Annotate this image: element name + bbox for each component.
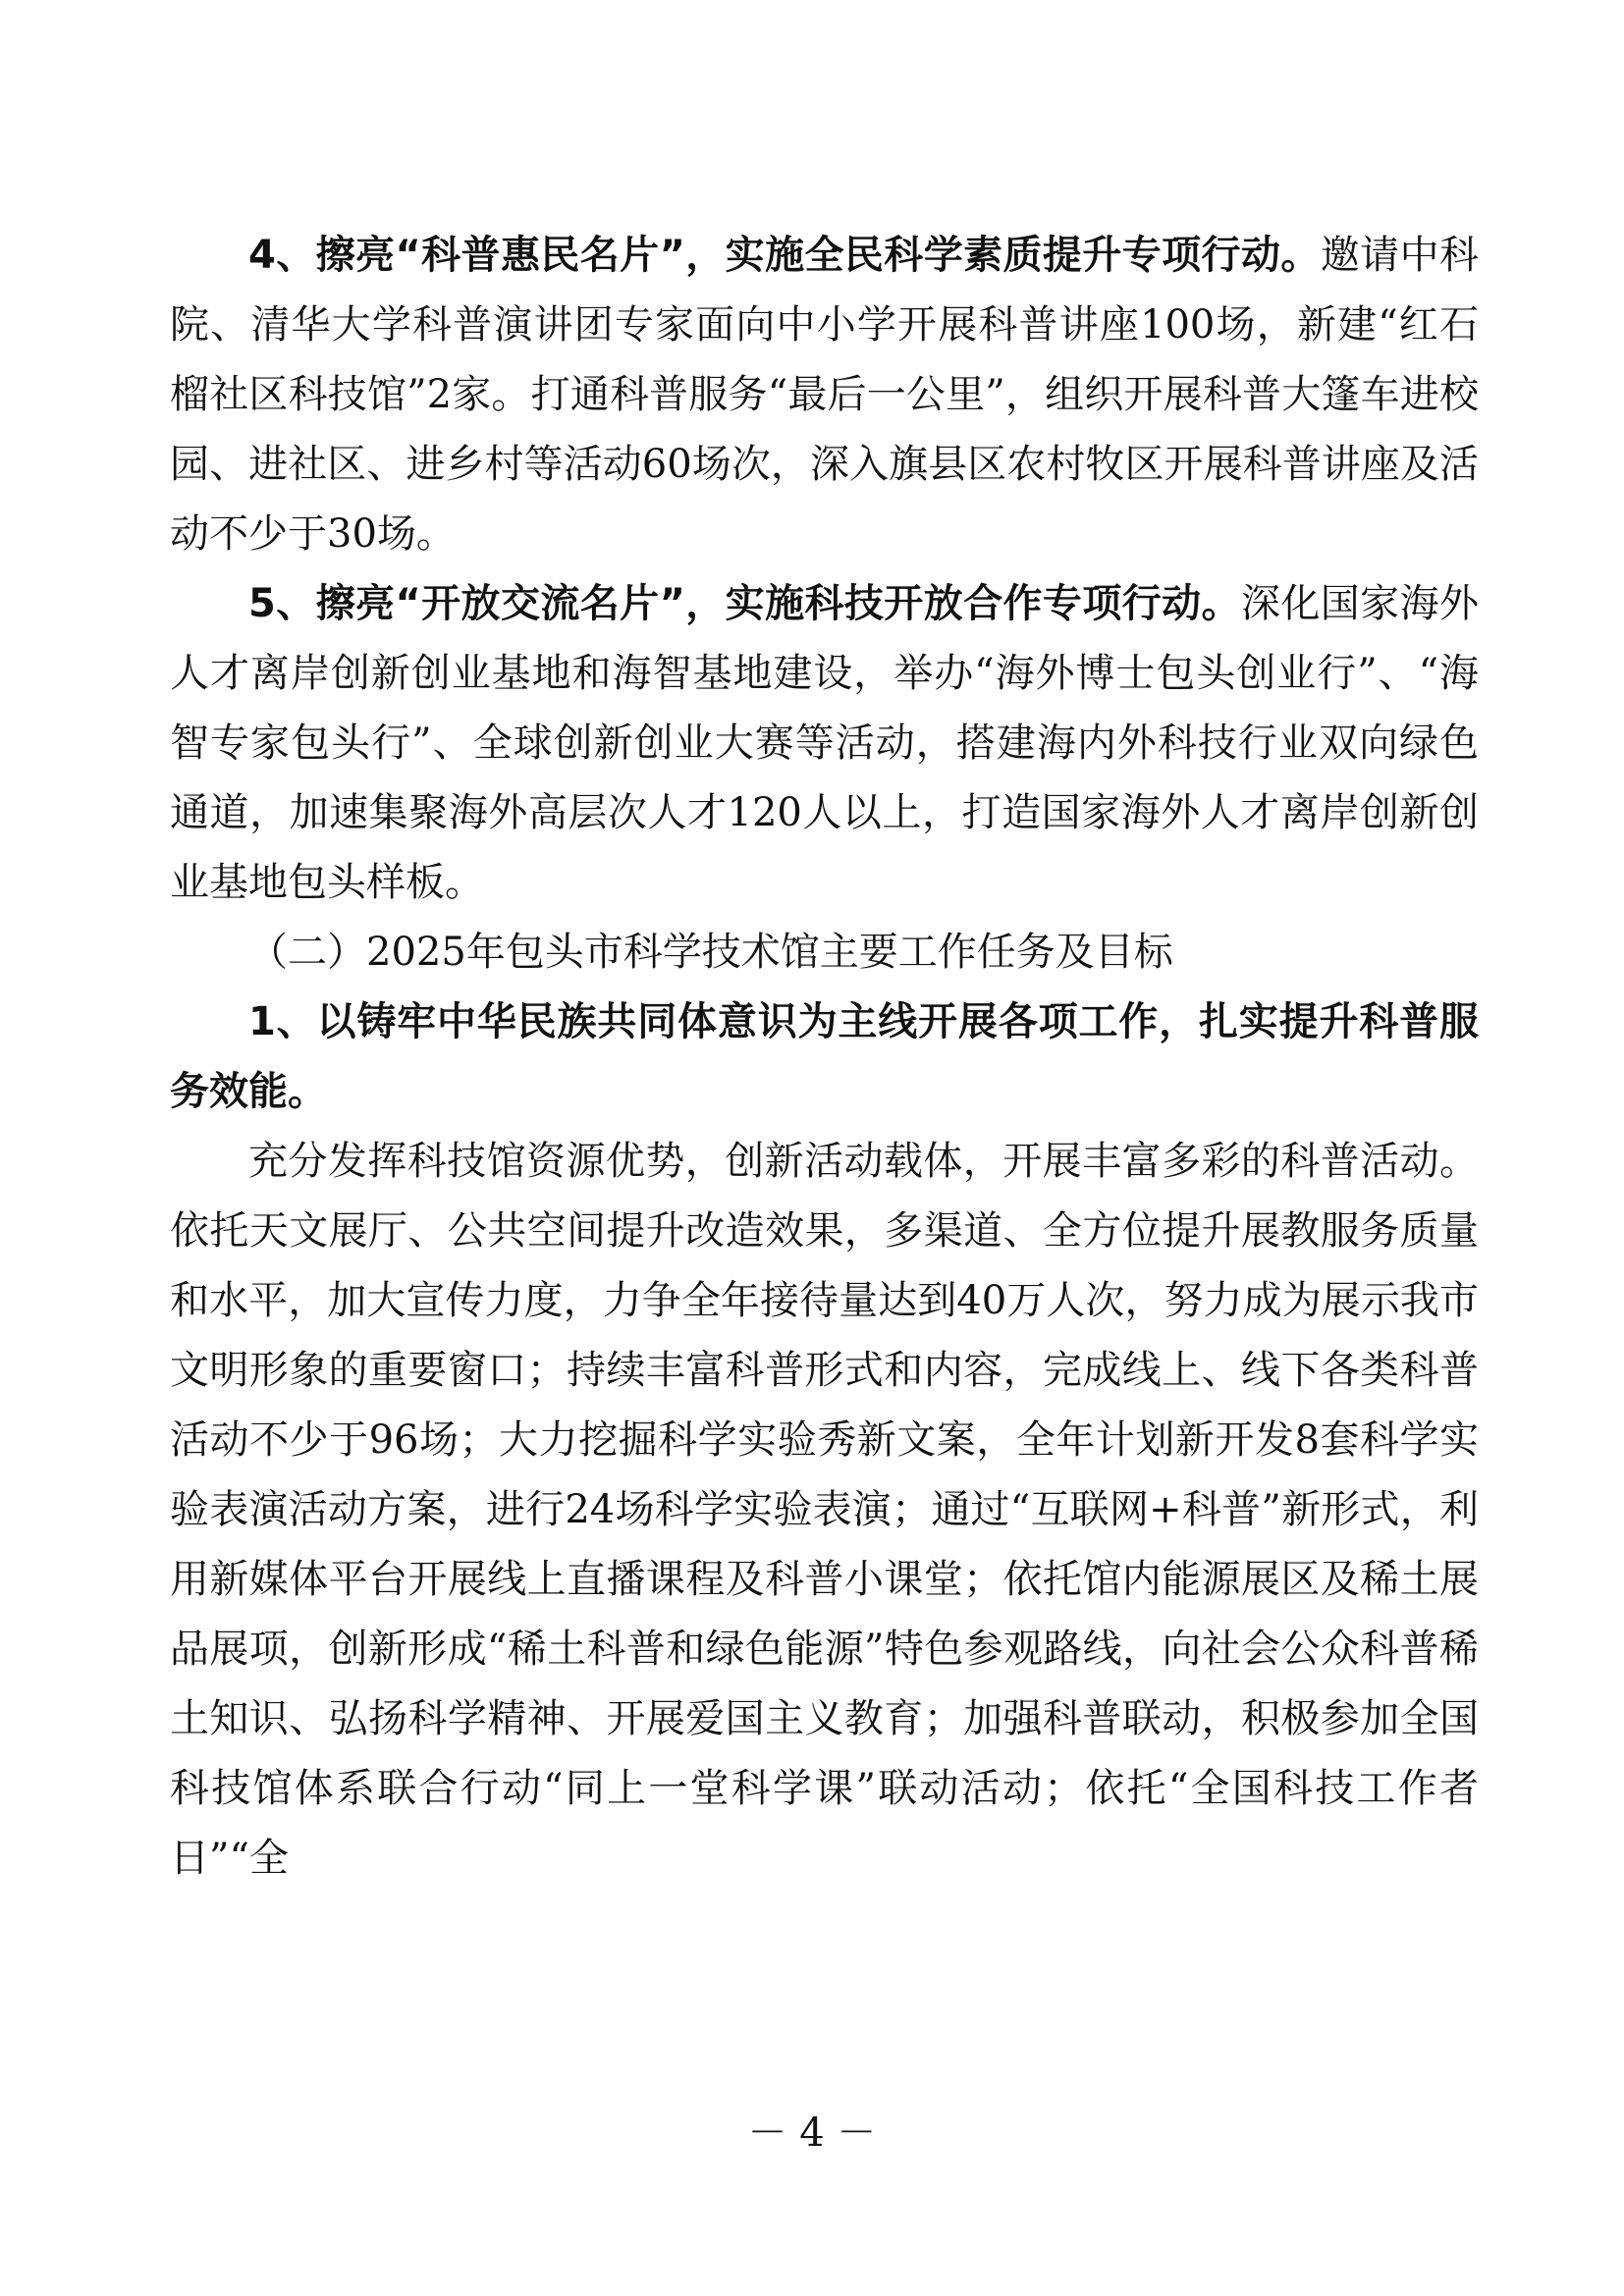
section-5-heading: 5、擦亮“开放交流名片”，实施科技开放合作专项行动。	[248, 581, 1241, 626]
section-5-body: 深化国家海外人才离岸创新创业基地和海智基地建设，举办“海外博士包头创业行”、“海智专家包头行”、全球创新创业大赛等活动，搭建海内外科技行业双向绿色通道，加速集聚海外高层次人才120人以上，打造国家海外人才离岸创新创业基地包头样板。	[170, 581, 1479, 905]
section-4-heading: 4、擦亮“科普惠民名片”，实施全民科学素质提升专项行动。	[248, 233, 1321, 278]
section-4-body: 邀请中科院、清华大学科普演讲团专家面向中小学开展科普讲座100场，新建“红石榴社区科技馆”2家。打通科普服务“最后一公里”，组织开展科普大篷车进校园、进社区、进乡村等活动60场次，深入旗县区农村牧区开展科普讲座及活动不少于30场。	[170, 233, 1479, 557]
document-body	[170, 221, 1479, 1894]
paragraph-section-5	[170, 569, 1479, 918]
task-1-heading: 1、以铸牢中华民族共同体意识为主线开展各项工作，扎实提升科普服务效能。	[170, 999, 1479, 1114]
task-1-body: 充分发挥科技馆资源优势，创新活动载体，开展丰富多彩的科普活动。依托天文展厅、公共空间提升改造效果，多渠道、全方位提升展教服务质量和水平，加大宣传力度，力争全年接待量达到40万人次，努力成为展示我市文明形象的重要窗口；持续丰富科普形式和内容，完成线上、线下各类科普活动不少于96场；大力挖掘科学实验秀新文案，全年计划新开发8套科学实验表演活动方案，进行24场科学实验表演；通过“互联网+科普”新形式，利用新媒体平台开展线上直播课程及科普小课堂；依托馆内能源展区及稀土展品展项，创新形成“稀土科普和绿色能源”特色参观路线，向社会公众科普稀土知识、弘扬科学精神、开展爱国主义教育；加强科普联动，积极参加全国科技馆体系联合行动“同上一堂科学课”联动活动；依托“全国科技工作者日”“全	[170, 1139, 1479, 1881]
page-number: － 4 －	[747, 2110, 877, 2156]
subheading: （二）2025年包头市科学技术馆主要工作任务及目标	[248, 930, 1173, 975]
paragraph-section-4	[170, 221, 1479, 569]
